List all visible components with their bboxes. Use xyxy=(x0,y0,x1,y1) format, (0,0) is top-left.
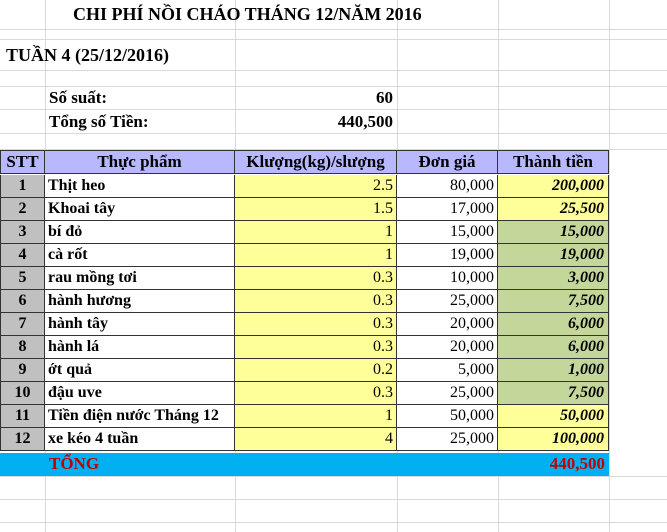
cell-stt[interactable]: 12 xyxy=(0,428,45,451)
cell-stt[interactable]: 9 xyxy=(0,359,45,382)
header-stt[interactable]: STT xyxy=(0,150,45,174)
cell-stt[interactable]: 11 xyxy=(0,405,45,428)
total-row-amount[interactable]: 440,500 xyxy=(549,454,605,473)
cell-quantity[interactable]: 1 xyxy=(235,244,397,267)
cell-quantity[interactable]: 1 xyxy=(235,221,397,244)
portions-value: 60 xyxy=(376,88,393,107)
cell-quantity[interactable]: 0.3 xyxy=(235,290,397,313)
cell-quantity[interactable]: 0.3 xyxy=(235,382,397,405)
cell-food-name[interactable]: xe kéo 4 tuần xyxy=(45,428,235,451)
header-amount[interactable]: Thành tiền xyxy=(498,150,609,174)
cell-amount[interactable]: 25,500 xyxy=(498,198,609,221)
cell-quantity[interactable]: 0.3 xyxy=(235,336,397,359)
cell-stt[interactable]: 5 xyxy=(0,267,45,290)
cell-stt[interactable]: 1 xyxy=(0,175,45,198)
cell-food-name[interactable]: cà rốt xyxy=(45,244,235,267)
total-row-label[interactable]: TỔNG xyxy=(49,454,100,473)
cell-unit-price[interactable]: 80,000 xyxy=(397,175,498,198)
cell-unit-price[interactable]: 50,000 xyxy=(397,405,498,428)
cell-food-name[interactable]: Khoai tây xyxy=(45,198,235,221)
cell-quantity[interactable]: 0.3 xyxy=(235,267,397,290)
total-money-value: 440,500 xyxy=(337,112,393,131)
total-money-label: Tổng số Tiền: xyxy=(49,112,149,131)
cell-unit-price[interactable]: 25,000 xyxy=(397,382,498,405)
cell-quantity[interactable]: 0.3 xyxy=(235,313,397,336)
cell-food-name[interactable]: Tiền điện nước Tháng 12 xyxy=(45,405,235,428)
cell-unit-price[interactable]: 20,000 xyxy=(397,336,498,359)
cell-stt[interactable]: 7 xyxy=(0,313,45,336)
cell-unit-price[interactable]: 5,000 xyxy=(397,359,498,382)
header-unit-price[interactable]: Đơn giá xyxy=(397,150,498,174)
cell-stt[interactable]: 6 xyxy=(0,290,45,313)
sheet-title: CHI PHÍ NỒI CHÁO THÁNG 12/NĂM 2016 xyxy=(73,4,422,24)
cell-amount[interactable]: 6,000 xyxy=(498,336,609,359)
cell-food-name[interactable]: đậu uve xyxy=(45,382,235,405)
cell-unit-price[interactable]: 10,000 xyxy=(397,267,498,290)
cell-food-name[interactable]: Thịt heo xyxy=(45,175,235,198)
cell-unit-price[interactable]: 20,000 xyxy=(397,313,498,336)
portions-label: Số suất: xyxy=(49,88,108,107)
cell-food-name[interactable]: bí đỏ xyxy=(45,221,235,244)
cell-stt[interactable]: 3 xyxy=(0,221,45,244)
cell-amount[interactable]: 1,000 xyxy=(498,359,609,382)
cell-quantity[interactable]: 1 xyxy=(235,405,397,428)
cell-stt[interactable]: 4 xyxy=(0,244,45,267)
cell-quantity[interactable]: 0.2 xyxy=(235,359,397,382)
header-quantity[interactable]: Klượng(kg)/slượng xyxy=(235,150,397,174)
cell-amount[interactable]: 15,000 xyxy=(498,221,609,244)
cell-amount[interactable]: 7,500 xyxy=(498,290,609,313)
cell-stt[interactable]: 8 xyxy=(0,336,45,359)
cell-food-name[interactable]: rau mồng tơi xyxy=(45,267,235,290)
header-food[interactable]: Thực phẩm xyxy=(45,150,235,174)
cell-unit-price[interactable]: 25,000 xyxy=(397,428,498,451)
cell-food-name[interactable]: hành lá xyxy=(45,336,235,359)
cell-stt[interactable]: 2 xyxy=(0,198,45,221)
cell-unit-price[interactable]: 17,000 xyxy=(397,198,498,221)
week-label: TUẦN 4 (25/12/2016) xyxy=(6,45,169,65)
cell-stt[interactable]: 10 xyxy=(0,382,45,405)
cell-food-name[interactable]: hành hương xyxy=(45,290,235,313)
cell-amount[interactable]: 200,000 xyxy=(498,175,609,198)
cell-amount[interactable]: 6,000 xyxy=(498,313,609,336)
cell-quantity[interactable]: 4 xyxy=(235,428,397,451)
cell-quantity[interactable]: 2.5 xyxy=(235,175,397,198)
cell-unit-price[interactable]: 15,000 xyxy=(397,221,498,244)
cell-amount[interactable]: 50,000 xyxy=(498,405,609,428)
cell-amount[interactable]: 7,500 xyxy=(498,382,609,405)
cell-amount[interactable]: 3,000 xyxy=(498,267,609,290)
cell-food-name[interactable]: ớt quả xyxy=(45,359,235,382)
cell-amount[interactable]: 100,000 xyxy=(498,428,609,451)
cell-amount[interactable]: 19,000 xyxy=(498,244,609,267)
cell-unit-price[interactable]: 25,000 xyxy=(397,290,498,313)
cell-quantity[interactable]: 1.5 xyxy=(235,198,397,221)
cell-food-name[interactable]: hành tây xyxy=(45,313,235,336)
cell-unit-price[interactable]: 19,000 xyxy=(397,244,498,267)
